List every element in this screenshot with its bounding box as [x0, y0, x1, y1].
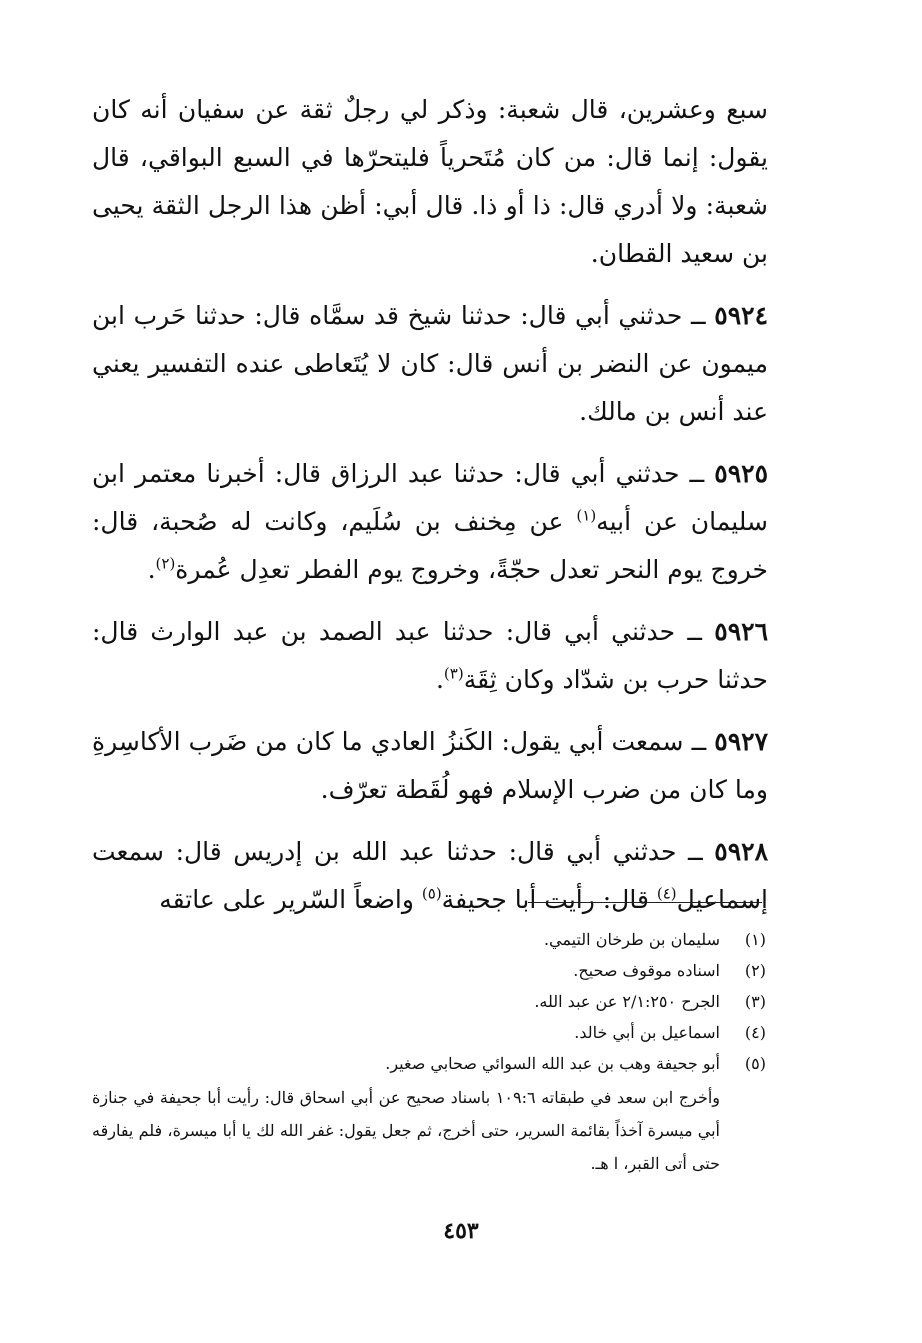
footnote-number: (٣)	[744, 992, 766, 1011]
footnote-continuation: وأخرج ابن سعد في طبقاته ١٠٩:٦ باسناد صحيح عن أبي اسحاق قال: رأيت أبا جحيفة في جنازة أبي ميسرة آخذاً بقائمة السرير، حتى أخرج، ثم جعل يقول: غفر الله لك يا أبا ميسرة، فلم يفارقه حتى أتى القبر، ا هـ.	[92, 1088, 721, 1173]
hadith-5928	[92, 828, 768, 924]
footnote-item	[92, 924, 766, 955]
footnote-text: سليمان بن طرخان التيمي.	[543, 930, 720, 949]
hadith-number: ٥٩٢٦	[714, 617, 768, 646]
hadith-text: ــ حدثني أبي قال: حدثنا شيخ قد سمَّاه قال: حدثنا حَرب ابن ميمون عن النضر بن أنس قال: كان لا يُتَعاطى عنده التفسير يعني عند أنس بن مالك.	[92, 301, 768, 426]
hadith-text: ــ سمعت أبي يقول: الكَنزُ العادي ما كان من ضَرب الأكاسِرةِ وما كان من ضرب الإسلام فهو لُقَطة تعرّف.	[92, 727, 768, 804]
footnotes	[92, 924, 766, 1180]
paragraph-text: سبع وعشرين، قال شعبة: وذكر لي رجلٌ ثقة عن سفيان أنه كان يقول: إنما قال: من كان مُتَحرياً فليتحرّها في السبع البواقي، قال شعبة: ولا أدري قال: ذا أو ذا. قال أبي: أظن هذا الرجل الثقة يحيى بن سعيد القطان.	[92, 95, 768, 268]
hadith-text: ــ حدثني أبي قال: حدثنا عبد الله بن إدريس قال: سمعت إسماعيل	[92, 837, 768, 914]
footnote-text: الجرح ٢/١:٢٥٠ عن عبد الله.	[534, 992, 720, 1011]
footnote-item	[92, 1017, 766, 1048]
page-number: ٤٥٣	[443, 1218, 479, 1244]
hadith-number: ٥٩٢٤	[714, 301, 768, 330]
hadith-number: ٥٩٢٨	[714, 837, 768, 866]
hadith-text: عن مِخنف بن سُلَيم، وكانت له صُحبة، قال: خروج يوم النحر تعدل حجّةً، وخروج يوم الفطر تعدِل عُمرة	[92, 507, 768, 584]
hadith-text: ــ حدثني أبي قال: حدثنا عبد الصمد بن عبد الوارث قال: حدثنا حرب بن شدّاد وكان ثِقَة	[92, 617, 768, 694]
footnote-number: (٥)	[744, 1054, 766, 1073]
hadith-text: واضعاً السّرير على عاتقه	[159, 885, 422, 914]
footnote-number: (٤)	[744, 1023, 766, 1042]
footnote-number: (٢)	[744, 961, 766, 980]
footnote-item	[92, 955, 766, 986]
paragraph-continuation	[92, 86, 768, 278]
footnote-divider	[528, 902, 762, 903]
hadith-5926	[92, 608, 768, 704]
hadith-5927	[92, 718, 768, 814]
footnote-item	[92, 1048, 766, 1079]
footnote-ref[interactable]: (٤)	[656, 884, 677, 903]
footnote-number: (١)	[744, 930, 766, 949]
hadith-end: .	[435, 665, 444, 694]
hadith-5924	[92, 292, 768, 436]
footnote-text: أبو جحيفة وهب بن عبد الله السوائي صحابي صغير.	[385, 1054, 720, 1073]
hadith-5925	[92, 450, 768, 594]
hadith-end: .	[147, 555, 156, 584]
main-text	[92, 86, 768, 924]
footnote-text: اسماعيل بن أبي خالد.	[574, 1023, 720, 1042]
hadith-number: ٥٩٢٥	[714, 459, 768, 488]
hadith-text: ــ حدثني أبي قال: حدثنا عبد الرزاق قال: أخبرنا معتمر ابن سليمان عن أبيه	[92, 459, 769, 536]
footnote-ref[interactable]: (٥)	[421, 884, 442, 903]
hadith-text: قال: رأيت أبا جحيفة	[441, 885, 657, 914]
footnote-item	[92, 986, 766, 1017]
footnote-ref[interactable]: (٢)	[155, 554, 176, 573]
footnote-text: اسناده موقوف صحيح.	[573, 961, 720, 980]
footnote-ref[interactable]: (١)	[576, 506, 597, 525]
hadith-number: ٥٩٢٧	[714, 727, 768, 756]
footnote-ref[interactable]: (٣)	[443, 664, 464, 683]
